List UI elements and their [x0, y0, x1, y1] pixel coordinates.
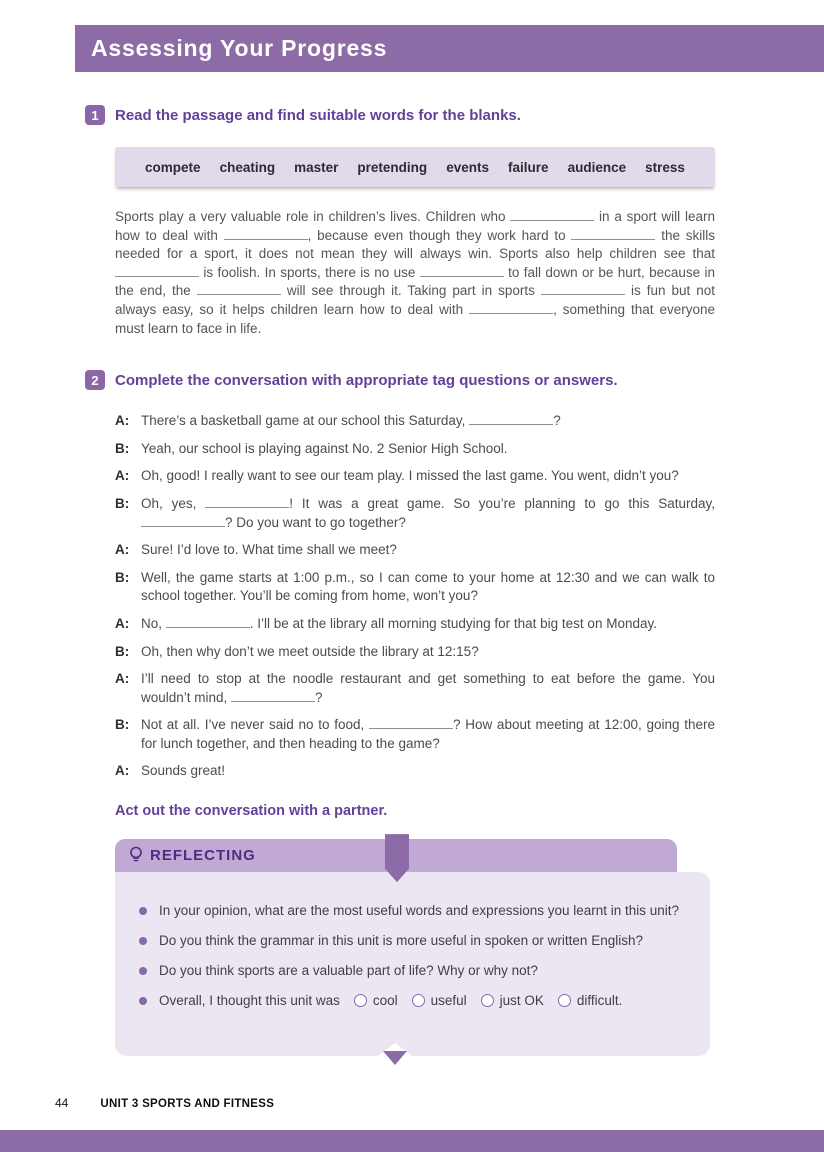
speaker-label: A:: [115, 542, 130, 558]
exercise-1: [85, 105, 715, 338]
word-bank-word: compete: [145, 159, 201, 175]
fill-in-blank: [197, 283, 281, 296]
dialogue-line: [115, 412, 715, 431]
radio-option-label: just OK: [499, 993, 544, 1009]
radio-option-label: useful: [430, 993, 467, 1009]
speaker-label: A:: [115, 413, 130, 429]
word-bank-word: pretending: [357, 159, 428, 175]
bullet-dot-icon: [139, 937, 147, 945]
dialogue-text: Yeah, our school is playing against No. 2 Senior High School.: [141, 440, 508, 456]
exercise-1-number-badge: 1: [85, 105, 105, 125]
reflecting-question: Overall, I thought this unit was cool useful just OK difficult.: [159, 993, 623, 1009]
dialogue-line: [115, 440, 715, 459]
passage-text: Sports play a very valuable role in children’s lives. Children who in a sport will learn how to deal with , because even though they work hard to the skills needed for a sport, it does not mean they will always win. Sports also help children see that is foolish. In sports, there is no use to fall down or be hurt, because in the end, the will see through it. Taking part in sports is fun but not always easy, so it helps children learn how to deal with , something that everyone must learn to face in life.: [115, 209, 716, 336]
dialogue-text: Sure! I’d love to. What time shall we meet?: [141, 542, 397, 558]
reflecting-bullet: [137, 962, 686, 980]
exercise-2-header: [85, 370, 715, 390]
fill-in-blank: [369, 716, 453, 729]
radio-circle-icon[interactable]: [354, 994, 367, 1007]
reflecting-bullets: [137, 902, 686, 1010]
reflecting-bullet: [137, 992, 686, 1010]
dialogue-text: Oh, yes, ! It was a great game. So you’re planning to go this Saturday, ? Do you want to go together?: [141, 495, 715, 530]
radio-circle-icon[interactable]: [558, 994, 571, 1007]
dialogue: [115, 412, 715, 781]
radio-option-label: cool: [372, 993, 398, 1009]
radio-circle-icon[interactable]: [481, 994, 494, 1007]
reflecting-body: [115, 872, 710, 1056]
reflecting-question: In your opinion, what are the most useful words and expressions you learnt in this unit?: [159, 903, 680, 919]
dialogue-text: I’ll need to stop at the noodle restaurant and get something to eat before the game. You wouldn’t mind, ?: [141, 671, 715, 705]
reflecting-bullet: [137, 932, 686, 950]
fill-in-blank: [166, 615, 250, 628]
reflecting-bullet: [137, 902, 686, 920]
fill-in-blank: [469, 412, 553, 425]
reflecting-box: [115, 839, 710, 1056]
reflecting-title: REFLECTING: [150, 847, 256, 865]
dialogue-line: [115, 670, 715, 707]
dialogue-text: There’s a basketball game at our school this Saturday, ?: [141, 413, 561, 429]
dialogue-line: [115, 569, 715, 606]
speaker-label: B:: [115, 569, 130, 585]
dialogue-text: Well, the game starts at 1:00 p.m., so I can come to your home at 12:30 and we can walk to school together. You’ll be coming from home, won’t you?: [141, 569, 715, 604]
fill-in-blank: [141, 514, 225, 527]
exercise-2-title: Complete the conversation with appropriate tag questions or answers.: [115, 371, 618, 389]
dialogue-text: Oh, then why don’t we meet outside the library at 12:15?: [141, 643, 479, 659]
dialogue-line: [115, 716, 715, 753]
speaker-label: A:: [115, 763, 130, 779]
reflecting-question: Do you think sports are a valuable part of life? Why or why not?: [159, 963, 538, 979]
bullet-dot-icon: [139, 907, 147, 915]
page-title: Assessing Your Progress: [91, 35, 388, 61]
fill-in-blank: [420, 264, 504, 277]
fill-in-blank: [224, 227, 308, 240]
dialogue-line: [115, 762, 715, 781]
unit-label: UNIT 3 SPORTS AND FITNESS: [100, 1098, 275, 1110]
speaker-label: A:: [115, 615, 130, 631]
dialogue-text: No, . I’ll be at the library all morning studying for that big test on Monday.: [141, 615, 657, 631]
dialogue-line: [115, 495, 715, 532]
fill-in-blank: [115, 264, 199, 277]
speaker-label: B:: [115, 643, 130, 659]
page-footer: [55, 1096, 274, 1110]
word-bank-word: events: [446, 159, 489, 175]
exercise-2-number-badge: 2: [85, 370, 105, 390]
bullet-dot-icon: [139, 997, 147, 1005]
radio-circle-icon[interactable]: [412, 994, 425, 1007]
speaker-label: A:: [115, 671, 130, 687]
fill-in-blank: [231, 689, 315, 702]
lightbulb-icon: [129, 846, 143, 865]
act-out-instruction: Act out the conversation with a partner.: [115, 803, 388, 820]
fill-in-blank: [205, 495, 289, 508]
dialogue-text: Not at all. I’ve never said no to food, ? How about meeting at 12:00, going there for lunch together, and then heading to the game?: [141, 717, 715, 751]
fill-in-blank: [510, 208, 594, 221]
fill-in-blank: [541, 283, 625, 296]
book-spine-bottom-icon: [383, 1051, 407, 1065]
dialogue-text: Sounds great!: [141, 763, 226, 779]
word-bank-word: audience: [567, 159, 627, 175]
exercise-2: [85, 370, 715, 1056]
reflecting-question: Do you think the grammar in this unit is more useful in spoken or written English?: [159, 933, 643, 949]
speaker-label: A:: [115, 468, 130, 484]
dialogue-text: Oh, good! I really want to see our team play. I missed the last game. You went, didn’t you?: [141, 468, 679, 484]
speaker-label: B:: [115, 440, 130, 456]
exercise-1-title: Read the passage and find suitable words for the blanks.: [115, 106, 521, 124]
dialogue-line: [115, 643, 715, 662]
word-bank-word: stress: [645, 159, 685, 175]
word-bank-word: cheating: [219, 159, 276, 175]
dialogue-line: [115, 615, 715, 634]
word-bank: [115, 147, 715, 187]
bottom-decorative-bar: [0, 1130, 824, 1152]
bullet-dot-icon: [139, 967, 147, 975]
dialogue-line: [115, 541, 715, 560]
exercise-1-header: [85, 105, 715, 125]
word-bank-word: master: [294, 159, 339, 175]
page-number: 44: [55, 1096, 69, 1110]
fill-in-blank: [469, 301, 553, 314]
word-bank-word: failure: [508, 159, 549, 175]
radio-option-label: difficult.: [576, 993, 623, 1009]
dialogue-line: [115, 467, 715, 486]
page-banner: [75, 25, 824, 72]
fill-in-blank: [571, 227, 655, 240]
speaker-label: B:: [115, 495, 130, 511]
speaker-label: B:: [115, 717, 130, 733]
